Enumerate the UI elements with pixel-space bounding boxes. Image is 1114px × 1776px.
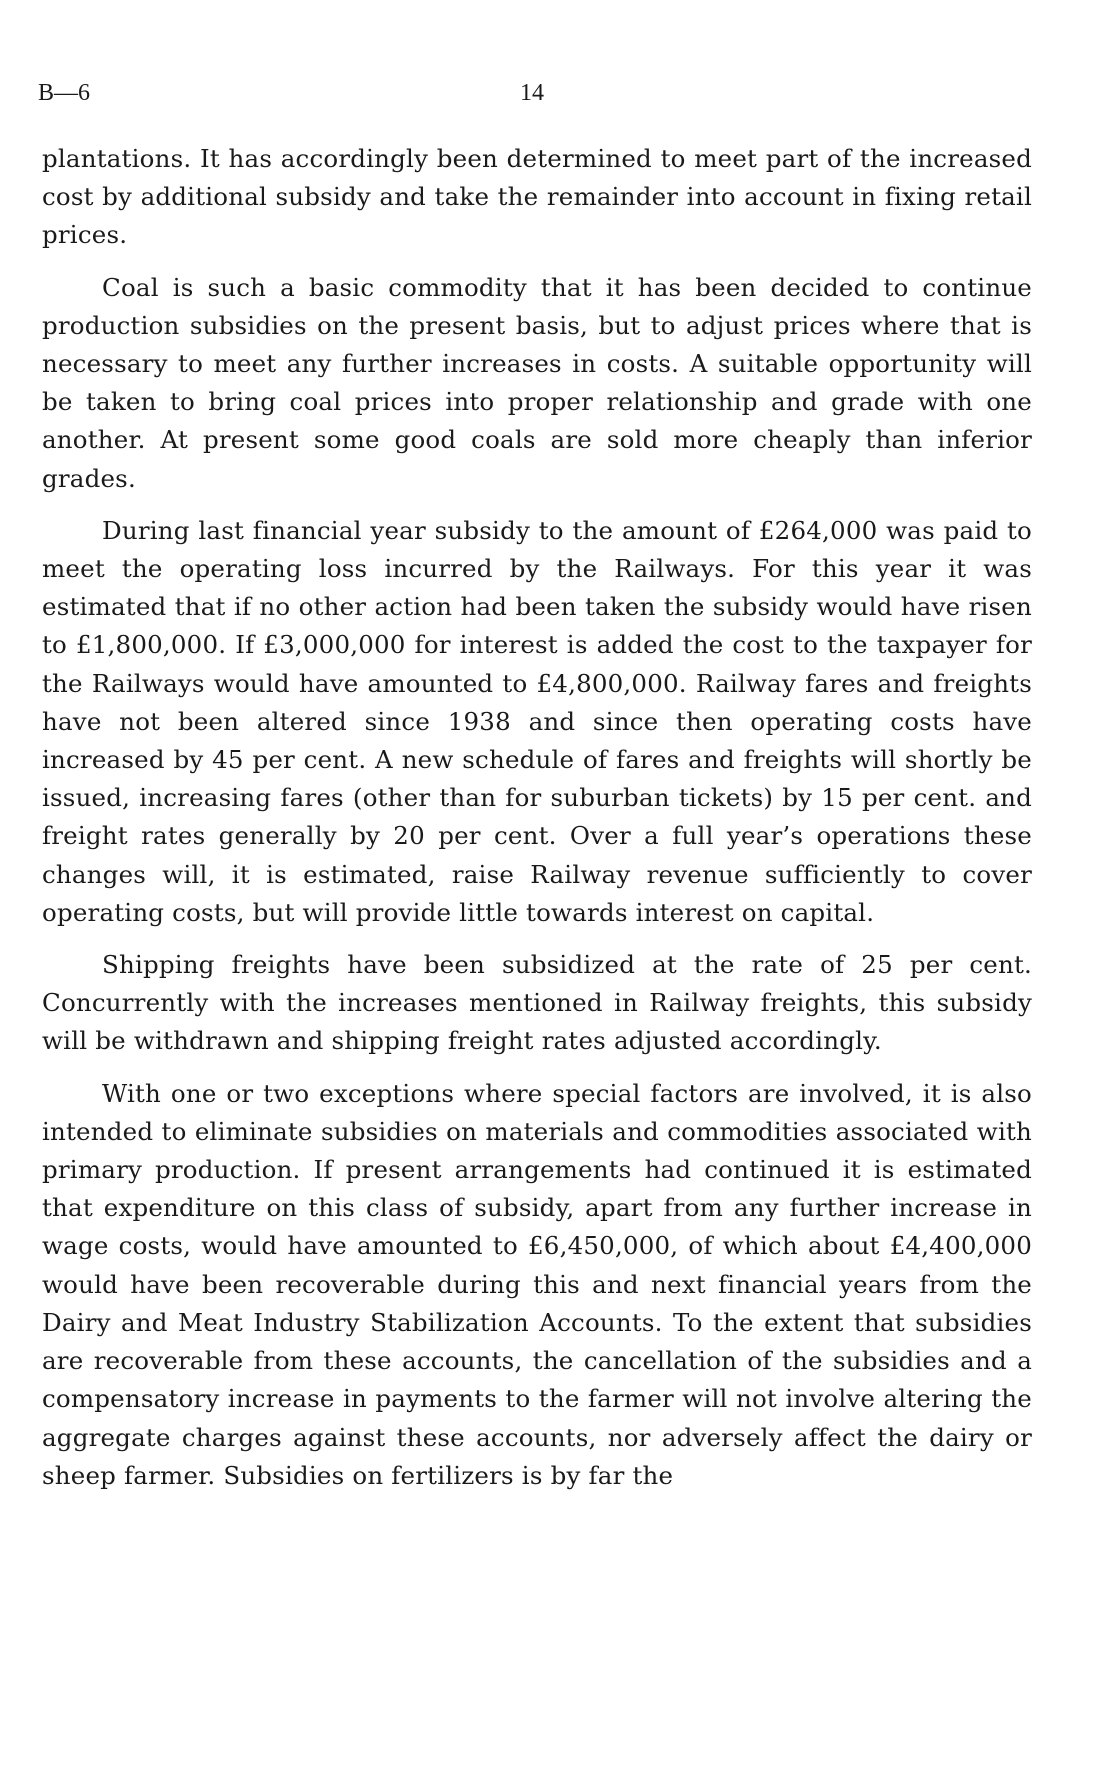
page-number: 14 [520, 80, 544, 106]
document-body [42, 140, 1032, 1509]
paragraph-shipping: Shipping freights have been subsidized at the rate of 25 per cent. Concurrently with the increases mentioned in Railway freights, this subsidy will be withdrawn and shipping freight rates adjusted accordingly. [42, 950, 1032, 1056]
page-header [38, 80, 1028, 110]
paragraph-coal: Coal is such a basic commodity that it has been decided to continue production subsidies on the present basis, but to adjust prices where that is necessary to meet any further increases in costs. A suitable opportunity will be taken to bring coal prices into proper relationship and grade with one another. At present some good coals are sold more cheaply than inferior grades. [42, 272, 1032, 493]
paragraph-continuation: plantations. It has accordingly been determined to meet part of the increased cost by additional subsidy and take the remainder into account in fixing retail prices. [42, 144, 1032, 250]
paragraph-primary-production: With one or two exceptions where special factors are involved, it is also intended to eliminate subsidies on materials and commodities associated with primary production. If present arrangements had continued it is estimated that expenditure on this class of subsidy, apart from any further increase in wage costs, would have amounted to £6,450,000, of which about £4,400,000 would have been recoverable during this and next financial years from the Dairy and Meat Industry Stabilization Accounts. To the extent that subsidies are recoverable from these accounts, the cancellation of the subsidies and a compensatory increase in payments to the farmer will not involve altering the aggregate charges against these accounts, nor adversely affect the dairy or sheep farmer. Subsidies on fertilizers is by far the [42, 1078, 1032, 1490]
paragraph-railways: During last financial year subsidy to the amount of £264,000 was paid to meet the operating loss incurred by the Railways. For this year it was estimated that if no other action had been taken the subsidy would have risen to £1,800,000. If £3,000,000 for interest is added the cost to the taxpayer for the Railways would have amounted to £4,800,000. Railway fares and freights have not been altered since 1938 and since then operating costs have increased by 45 per cent. A new schedule of fares and freights will shortly be issued, increasing fares (other than for suburban tickets) by 15 per cent. and freight rates generally by 20 per cent. Over a full year’s operations these changes will, it is estimated, raise Railway revenue sufficiently to cover operating costs, but will provide little towards interest on capital. [42, 515, 1032, 927]
document-reference: B—6 [38, 80, 91, 106]
